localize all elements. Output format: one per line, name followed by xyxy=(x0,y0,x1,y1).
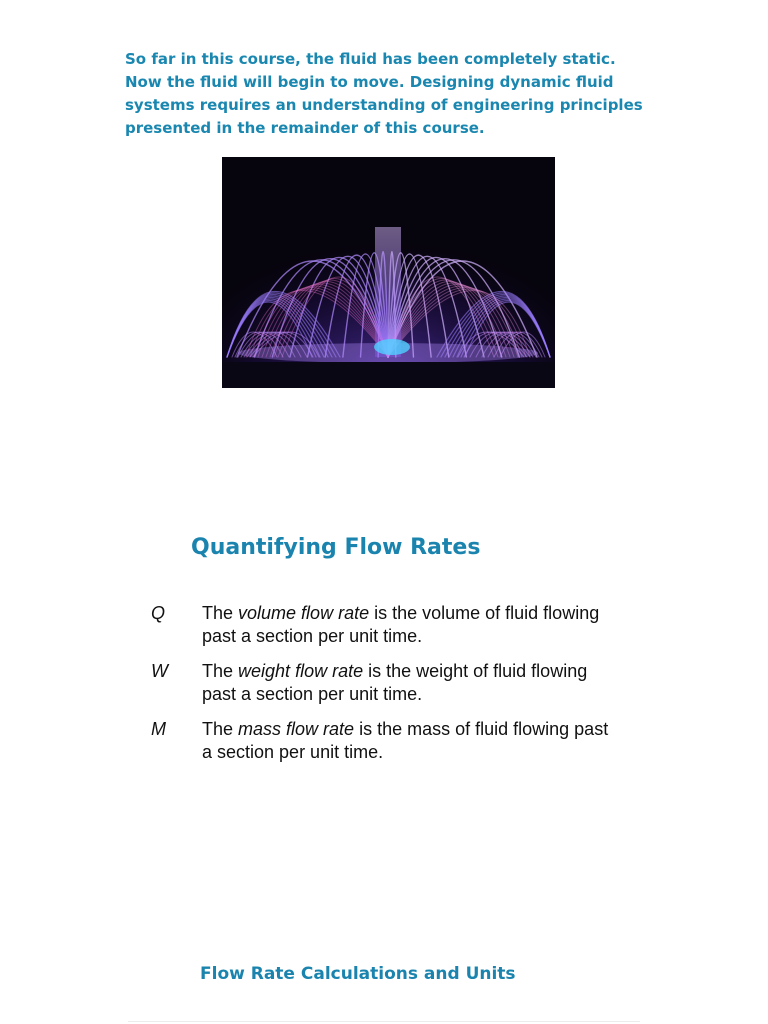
section-heading-calculations: Flow Rate Calculations and Units xyxy=(200,964,516,984)
definition-post: is the weight of fluid flowing past a section per unit time. xyxy=(202,661,588,704)
section-heading-flow-rates: Quantifying Flow Rates xyxy=(191,535,481,560)
fountain-photo xyxy=(222,157,555,388)
definition-item xyxy=(151,716,631,774)
definition-symbol: W xyxy=(151,661,168,681)
definition-symbol: Q xyxy=(151,603,166,623)
definition-list xyxy=(151,600,631,774)
definition-text xyxy=(202,660,622,706)
definition-term: mass flow rate xyxy=(238,719,355,739)
definition-item xyxy=(151,658,631,716)
definition-post: is the mass of fluid flowing past a section per unit time. xyxy=(202,719,609,762)
divider xyxy=(128,1021,640,1022)
definition-term: weight flow rate xyxy=(238,661,364,681)
definition-symbol: M xyxy=(151,719,166,739)
definition-text xyxy=(202,602,622,648)
definition-post: is the volume of fluid flowing past a section per unit time. xyxy=(202,603,600,646)
intro-paragraph: So far in this course, the fluid has been completely static. Now the fluid will begin to move. Designing dynamic fluid systems requires an understanding of engineering principles presented in the remainder of this course. xyxy=(125,50,643,137)
fountain-graphic xyxy=(222,157,555,388)
definition-text xyxy=(202,718,622,764)
definition-term: volume flow rate xyxy=(238,603,370,623)
definition-pre: The xyxy=(202,719,239,739)
definition-pre: The xyxy=(202,603,239,623)
definition-pre: The xyxy=(202,661,239,681)
definition-item xyxy=(151,600,631,658)
